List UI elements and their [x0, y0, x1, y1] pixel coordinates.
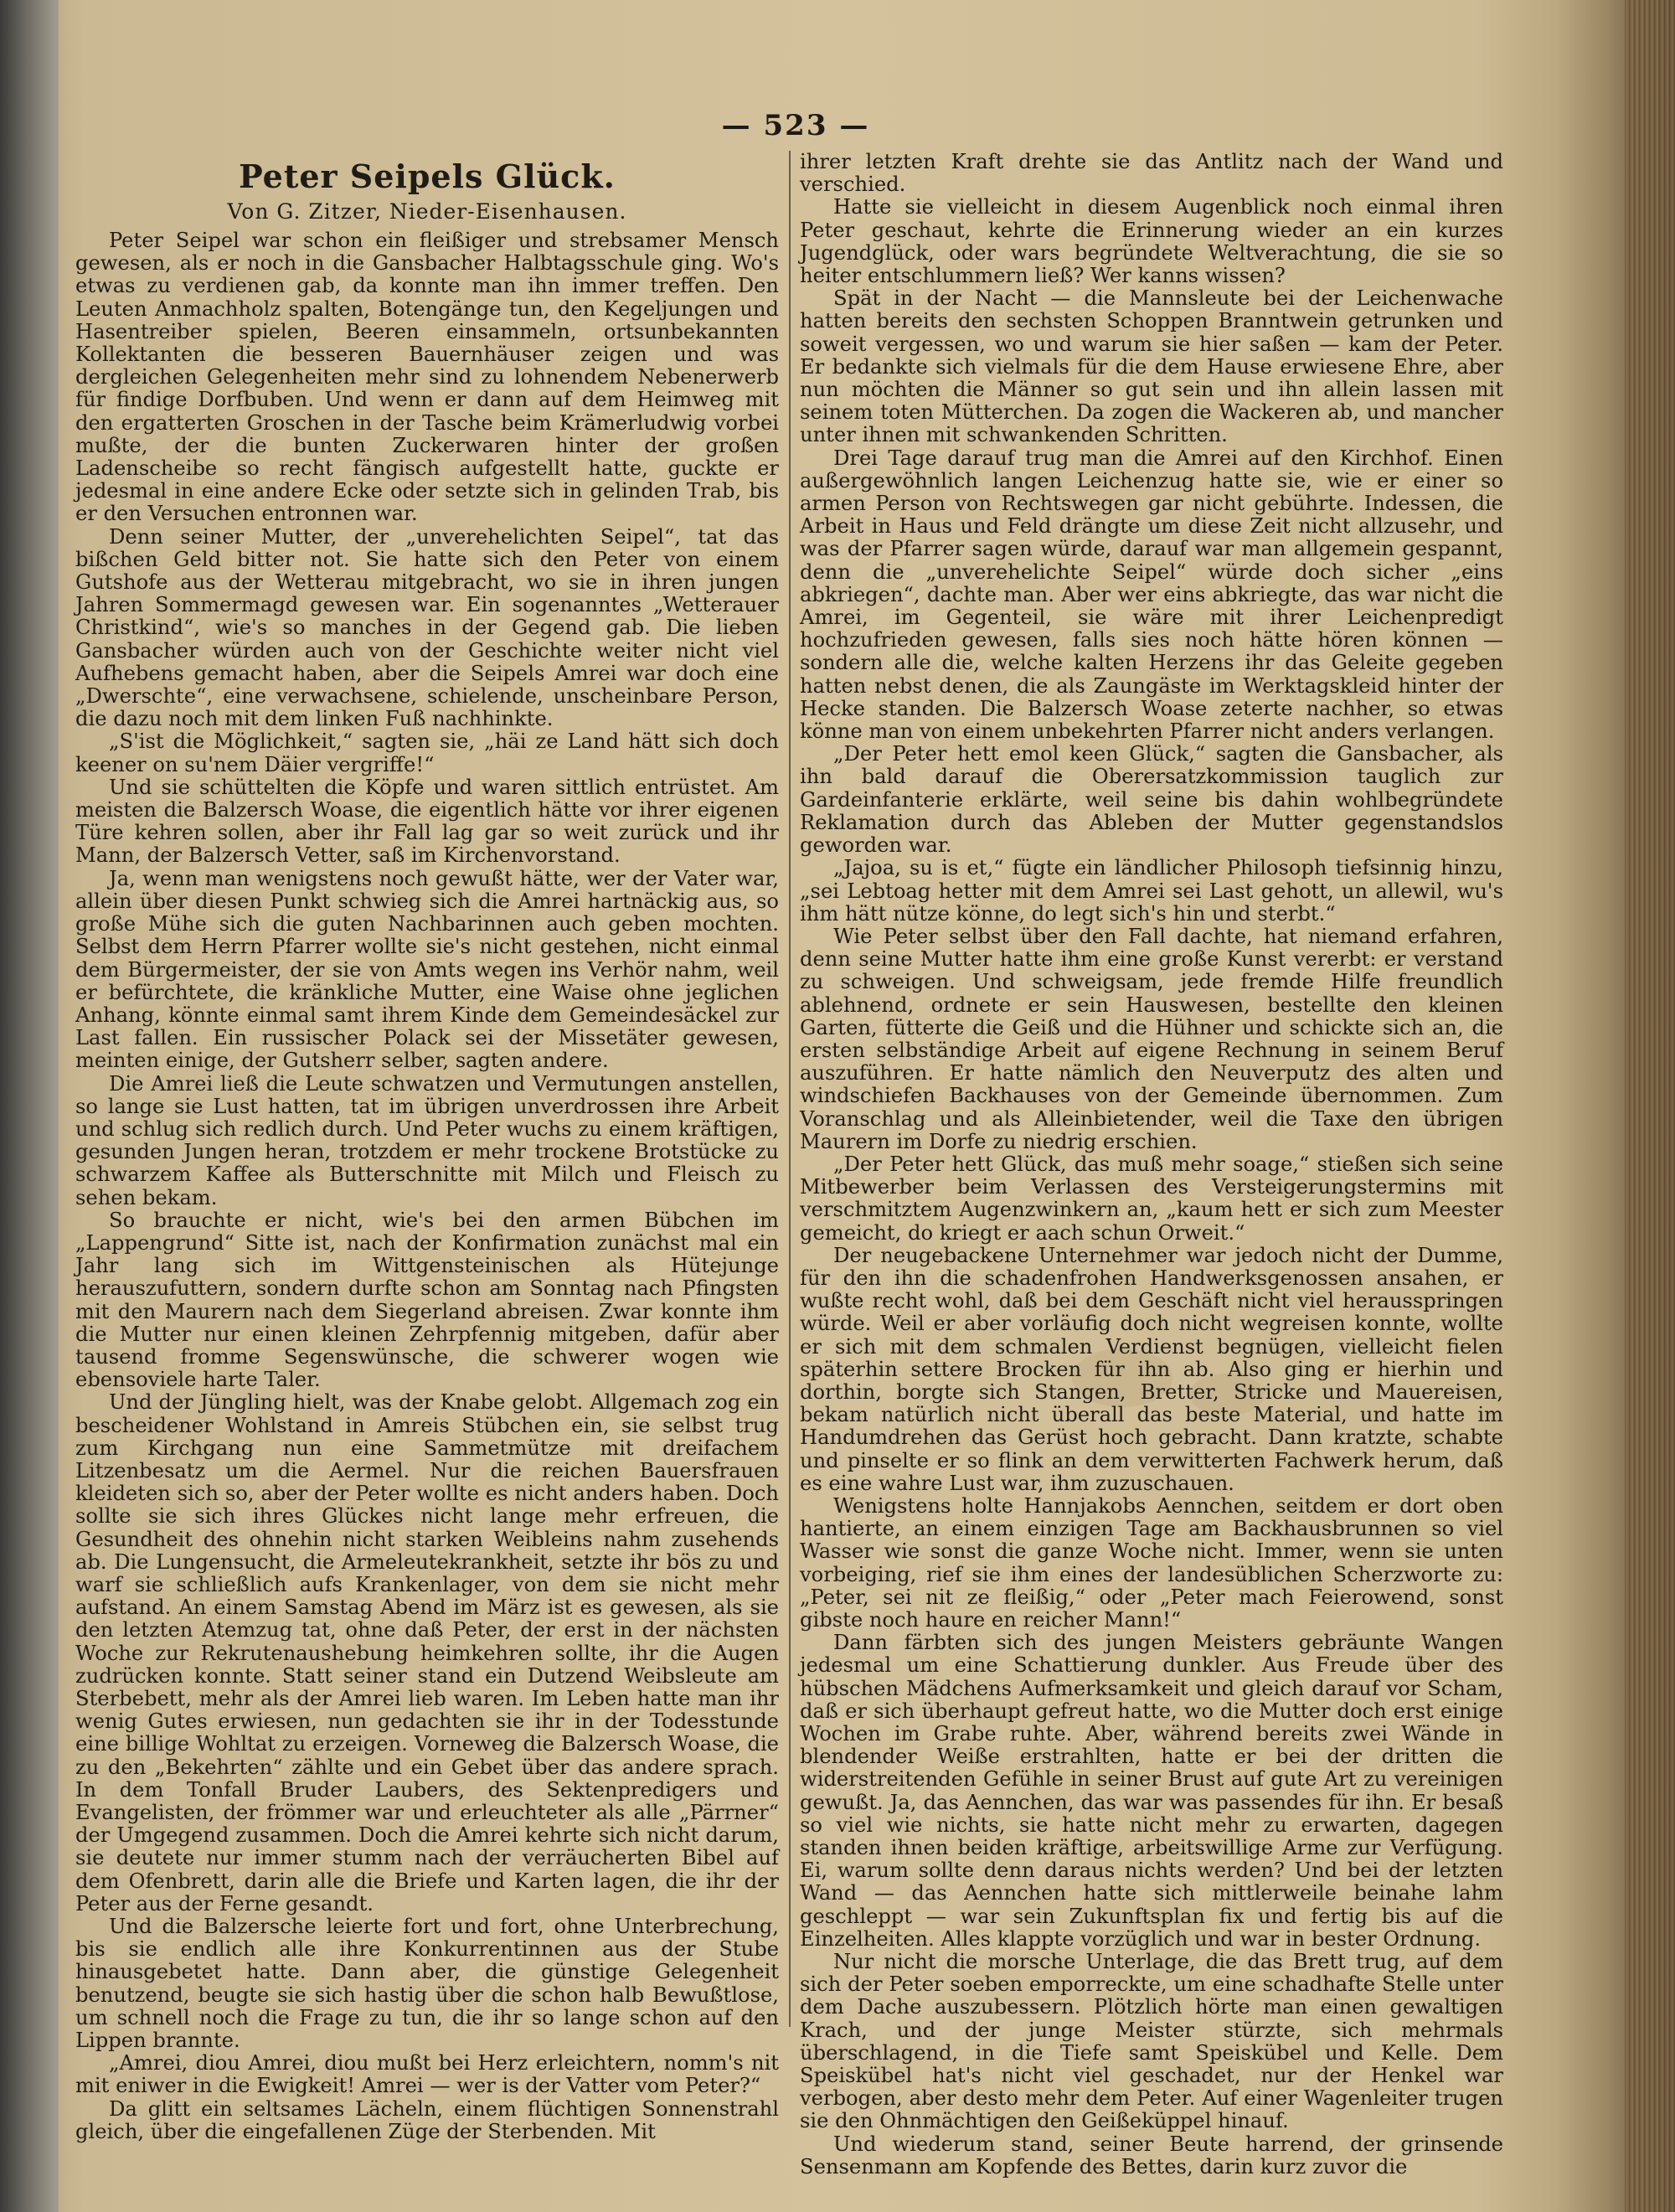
paragraph: Nur nicht die morsche Unterlage, die das Brett trug, auf dem sich der Peter soeben emporreckte, um eine schadhafte Stelle unter dem Dache auszubessern. Plötzlich hörte man einen gewaltigen Krach, und der junge Meister stürzte, sich mehrmals überschlagend, in die Tiefe samt Speiskübel und Kelle. Dem Speiskübel hat's nicht viel geschadet, nur der Henkel war verbogen, aber desto mehr dem Peter. Auf einer Wagenleiter trugen sie den Ohnmächtigen den Geißeküppel hinauf. — [800, 1950, 1503, 2133]
paragraph: Und die Balzersche leierte fort und fort, ohne Unterbrechung, bis sie endlich alle ihre Konkurrentinnen aus der Stube hinausgebetet hatte. Dann aber, die günstige Gelegenheit benutzend, beugte sie sich hastig über die schon halb Bewußtlose, um schnell noch die Frage zu tun, die ihr so lange schon auf den Lippen brannte. — [75, 1915, 779, 2053]
book-gutter — [0, 0, 59, 2212]
paragraph: Ja, wenn man wenigstens noch gewußt hätte, wer der Vater war, allein über diesen Punkt schwieg sich die Amrei hartnäckig aus, so große Mühe sich die guten Nachbarinnen auch geben mochten. Selbst dem Herrn Pfarrer wollte sie's nicht gestehen, nicht einmal dem Bürgermeister, der sie von Amts wegen ins Verhör nahm, weil er befürchtete, die kränkliche Mutter, eine Waise ohne jeglichen Anhang, könnte einmal samt ihrem Kinde dem Gemeindesäckel zur Last fallen. Ein russischer Polack sei der Missetäter gewesen, meinten einige, der Gutsherr selber, sagten andere. — [75, 866, 779, 1073]
paragraph: „Der Peter hett Glück, das muß mehr soage,“ stießen sich seine Mitbewerber beim Verlassen des Versteigerungstermins mit verschmitztem Augenzwinkern an, „kaum hett er sich zum Meester gemeicht, do kriegt er aach schun Orweit.“ — [800, 1152, 1503, 1245]
paragraph: Die Amrei ließ die Leute schwatzen und Vermutungen anstellen, so lange sie Lust hatten, tat im übrigen unverdrossen ihre Arbeit und schlug sich redlich durch. Und Peter wuchs zu einem kräftigen, gesunden Jungen heran, trotzdem er mehr trockene Brotstücke zu schwarzem Kaffee als Butterschnitte mit Milch und Fleisch zu sehen bekam. — [75, 1071, 779, 1209]
article-title: Peter Seipels Glück. — [239, 157, 616, 195]
paragraph: ihrer letzten Kraft drehte sie das Antlitz nach der Wand und verschied. — [800, 150, 1503, 197]
paragraph: Und wiederum stand, seiner Beute harrend, der grinsende Sensenmann am Kopfende des Bettes, darin kurz zuvor die — [800, 2132, 1503, 2178]
paragraph: Drei Tage darauf trug man die Amrei auf den Kirchhof. Einen außergewöhnlich langen Leichenzug hatte sie, wie er einer so armen Person von Rechtswegen gar nicht gebührte. Indessen, die Arbeit in Haus und Feld drängte um diese Zeit nicht allzusehr, und was der Pfarrer sagen würde, darauf war man allgemein gespannt, denn die „unverehelichte Seipel“ würde doch sicher „eins abkriegen“, dachte man. Aber wer eins abkriegte, das war nicht die Amrei, im Gegenteil, sie wäre mit ihrer Leichenpredigt hochzufrieden gewesen, falls sies noch hätte hören können — sondern alle die, welche kalten Herzens ihr das Geleite gegeben hatten nebst denen, die als Zaungäste im Werktagskleid hinter der Hecke standen. Die Balzersch Woase zeterte nachher, so etwas könne man von einem unbekehrten Pfarrer nicht anders verlangen. — [800, 446, 1503, 744]
paragraph: Wenigstens holte Hannjakobs Aennchen, seitdem er dort oben hantierte, an einem einzigen Tage am Backhausbrunnen so viel Wasser wie sonst die ganze Woche nicht. Immer, wenn sie unten vorbeiging, rief sie ihm eines der landesüblichen Scherzworte zu: „Peter, sei nit ze fleißig,“ oder „Peter mach Feierowend, sonst gibste noch haure en reicher Mann!“ — [800, 1493, 1503, 1632]
paragraph: Denn seiner Mutter, der „unverehelichten Seipel“, tat das bißchen Geld bitter not. Sie hatte sich den Peter von einem Gutshofe aus der Wetterau mitgebracht, wo sie in ihren jungen Jahren Sommermagd gewesen war. Ein sogenanntes „Wetterauer Christkind“, wie's so manches in der Gegend gab. Die lieben Gansbacher würden auch von der Geschichte weiter nicht viel Aufhebens gemacht haben, aber die Seipels Amrei war doch eine „Dwerschte“, eine verwachsene, schielende, unscheinbare Person, die dazu noch mit dem linken Fuß nachhinkte. — [75, 524, 779, 731]
paragraph: „Jajoa, su is et,“ fügte ein ländlicher Philosoph tiefsinnig hinzu, „sei Lebtoag hetter mit dem Amrei sei Last gehott, un allewil, wu's ihm hätt nütze könne, do legt sich's hin und sterbt.“ — [800, 856, 1503, 926]
right-column — [800, 150, 1503, 2178]
paragraph: „S'ist die Möglichkeit,“ sagten sie, „häi ze Land hätt sich doch keener on su'nem Däier vergriffe!“ — [75, 730, 779, 776]
paragraph: „Der Peter hett emol keen Glück,“ sagten die Gansbacher, als ihn bald darauf die Oberersatzkommission tauglich zur Gardeinfanterie erklärte, weil seine bis dahin wohlbegründete Reklamation durch das Ableben der Mutter gegenstandslos geworden war. — [800, 742, 1503, 858]
paragraph: Peter Seipel war schon ein fleißiger und strebsamer Mensch gewesen, als er noch in die Gansbacher Halbtagsschule ging. Wo's etwas zu verdienen gab, da konnte man ihn immer treffen. Den Leuten Anmachholz spalten, Botengänge tun, den Kegeljungen und Hasentreiber spielen, Beeren einsammeln, ortsunbekannten Kollektanten die besseren Bauernhäuser zeigen und was dergleichen Gelegenheiten mehr sind zu lohnendem Nebenerwerb für findige Dorfbuben. Und wenn er dann auf dem Heimweg mit den ergatterten Groschen in der Tasche beim Krämerludwig vorbei mußte, der die bunten Zuckerwaren hinter der großen Ladenscheibe so recht fängisch aufgestellt hatte, guckte er jedesmal in eine andere Ecke oder setzte sich in gelinden Trab, bis er den Versuchen entronnen war. — [75, 229, 779, 526]
paragraph: Da glitt ein seltsames Lächeln, einem flüchtigen Sonnenstrahl gleich, über die eingefallenen Züge der Sterbenden. Mit — [75, 2096, 779, 2143]
paragraph: Hatte sie vielleicht in diesem Augenblick noch einmal ihren Peter geschaut, kehrte die Erinnerung wieder an ein kurzes Jugendglück, oder wars begründete Weltverachtung, die sie so heiter entschlummern ließ? Wer kanns wissen? — [800, 195, 1503, 288]
paragraph: Spät in der Nacht — die Mannsleute bei der Leichenwache hatten bereits den sechsten Schoppen Branntwein getrunken und soweit vergessen, wo und warum sie hier saßen — kam der Peter. Er bedankte sich vielmals für die dem Hause erwiesene Ehre, aber nun möchten die Männer so gut sein und ihn allein lassen mit seinem toten Mütterchen. Da zogen die Wackeren ab, und mancher unter ihnen mit schwankenden Schritten. — [800, 286, 1503, 447]
paragraph: So brauchte er nicht, wie's bei den armen Bübchen im „Lappengrund“ Sitte ist, nach der Konfirmation zunächst mal ein Jahr lang sich im Wittgensteinischen als Hütejunge herauszufuttern, sondern durfte schon am Sonntag nach Pfingsten mit den Maurern nach dem Siegerland abreisen. Zwar konnte ihm die Mutter nur einen kleinen Zehrpfennig mitgeben, dafür aber tausend fromme Segenswünsche, die schwerer wogen wie ebensoviele harte Taler. — [75, 1208, 779, 1392]
page-number: — 523 — — [721, 109, 870, 142]
paragraph: Und sie schüttelten die Köpfe und waren sittlich entrüstet. Am meisten die Balzersch Woase, die eigentlich hätte vor ihrer eigenen Türe kehren sollen, aber ihr Fall lag gar so weit zurück und ihr Mann, der Balzersch Vetter, saß im Kirchenvorstand. — [75, 775, 779, 868]
paragraph: Der neugebackene Unternehmer war jedoch nicht der Dumme, für den ihn die schadenfrohen Handwerksgenossen ansahen, er wußte recht wohl, daß bei dem Geschäft nicht viel herausspringen würde. Weil er aber vorläufig doch nicht wegreisen konnte, wollte er sich mit dem schmalen Verdienst begnügen, vielleicht fielen späterhin settere Brocken für ihn ab. Also ging er hierhin und dorthin, borgte sich Stangen, Bretter, Stricke und Mauereisen, bekam natürlich nicht überall das beste Material, und hatte im Handumdrehen das Gerüst hoch gebracht. Dann kratzte, schabte und pinselte er so flink an dem verwitterten Fachwerk herum, daß es eine wahre Lust war, ihm zuzuschauen. — [800, 1243, 1503, 1495]
paragraph: Und der Jüngling hielt, was der Knabe gelobt. Allgemach zog ein bescheidener Wohlstand in Amreis Stübchen ein, sie selbst trug zum Kirchgang nun eine Sammetmütze mit dreifachem Litzenbesatz um die Aermel. Nur die reichen Bauersfrauen kleideten sich so, aber der Peter wollte es nicht anders haben. Doch sollte sie sich ihres Glückes nicht lange mehr erfreuen, die Gesundheit des ohnehin nicht starken Weibleins nahm zusehends ab. Die Lungensucht, die Armeleutekrankheit, setzte ihr bös zu und warf sie schließlich aufs Krankenlager, von dem sie nicht mehr aufstand. An einem Samstag Abend im März ist es gewesen, als sie den letzten Atemzug tat, ohne daß Peter, der erst in der nächsten Woche zur Rekrutenaushebung heimkehren sollte, ihr die Augen zudrücken konnte. Statt seiner stand ein Dutzend Weibsleute am Sterbebett, mehr als der Amrei lieb waren. Im Leben hatte man ihr wenig Gutes erwiesen, nun gedachten sie ihr in der Todesstunde eine billige Wohltat zu erzeigen. Vorneweg die Balzersch Woase, die zu den „Bekehrten“ zählte und ein Gebet über das andere sprach. In dem Tonfall Bruder Laubers, des Sektenpredigers und Evangelisten, der frömmer war und erleuchteter als alle „Pärrner“ der Umgegend zusammen. Doch die Amrei kehrte sich nicht darum, sie deutete nur immer stumm nach der verräucherten Bibel auf dem Ofenbrett, darin alle die Briefe und Karten lagen, die ihr der Peter aus der Ferne gesandt. — [75, 1390, 779, 1916]
article-byline: Von G. Zitzer, Nieder-Eisenhausen. — [227, 199, 627, 224]
paragraph: Dann färbten sich des jungen Meisters gebräunte Wangen jedesmal um eine Schattierung dunkler. Aus Freude über des hübschen Mädchens Aufmerksamkeit und gleich darauf vor Scham, daß er sich überhaupt gefreut hatte, wo die Mutter doch erst einige Wochen im Grabe ruhte. Aber, während bereits zwei Wände in blendender Weiße erstrahlten, hatte er bei der dritten die widerstreitenden Gefühle in seiner Brust auf gute Art zu vereinigen gewußt. Ja, das Aennchen, das war was passendes für ihn. Er besaß so viel wie nichts, sie hatte nicht mehr zu erwarten, dagegen standen ihnen beiden kräftige, arbeitswillige Arme zur Verfügung. Ei, warum sollte denn daraus nichts werden? Und bei der letzten Wand — das Aennchen hatte sich mittlerweile beinahe lahm geschleppt — war sein Zukunftsplan fix und fertig bis auf die Einzelheiten. Alles klappte vorzüglich und war in bester Ordnung. — [800, 1631, 1503, 1951]
page-edge — [1625, 0, 1675, 2212]
column-divider — [789, 151, 791, 2027]
paragraph: „Amrei, diou Amrei, diou mußt bei Herz erleichtern, nomm's nit mit eniwer in die Ewigkeit! Amrei — wer is der Vatter vom Peter?“ — [75, 2051, 779, 2098]
paragraph: Wie Peter selbst über den Fall dachte, hat niemand erfahren, denn seine Mutter hatte ihm eine große Kunst vererbt: er verstand zu schweigen. Und schweigsam, jede fremde Hilfe freundlich ablehnend, ordnete er sein Hauswesen, bestellte den kleinen Garten, fütterte die Geiß und die Hühner und schickte sich an, die ersten selbständige Arbeit auf eigene Rechnung in seinem Beruf auszuführen. Er hatte nämlich den Neuverputz des alten und windschiefen Backhauses von der Gemeinde übernommen. Zum Voranschlag und als Alleinbietender, weil die Taxe den übrigen Maurern im Dorfe zu niedrig erschien. — [800, 924, 1503, 1153]
left-column — [75, 151, 779, 2143]
